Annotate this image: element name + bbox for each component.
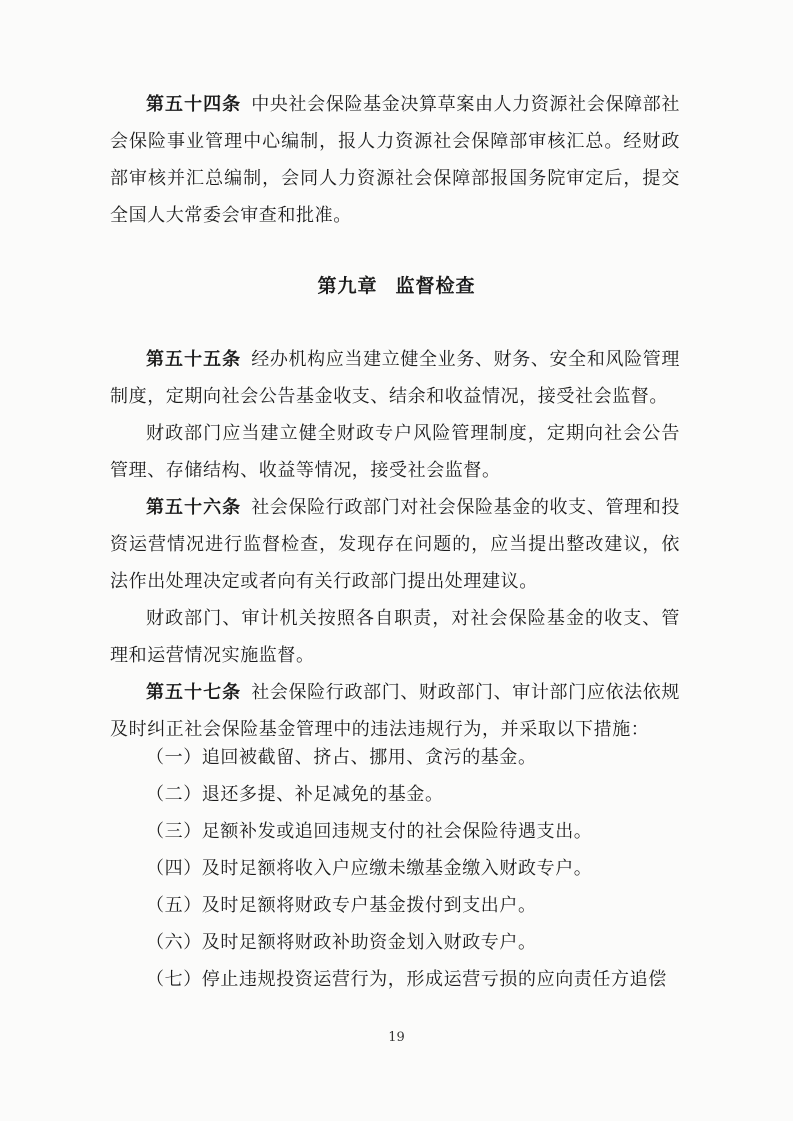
measure-item-4: （四）及时足额将收入户应缴未缴基金缴入财政专户。 bbox=[146, 858, 593, 879]
article-56-paragraph-2: 财政部门、审计机关按照各自职责，对社会保险基金的收支、管理和运营情况实施监督。 bbox=[110, 608, 680, 666]
article-56-text: 社会保险行政部门对社会保险基金的收支、管理和投资运营情况进行监督检查，发现存在问题的，应当提出整改建议，依法作出处理决定或者向有关行政部门提出处理建议。 bbox=[110, 497, 680, 592]
article-54-paragraph bbox=[110, 86, 680, 234]
measure-item-6: （六）及时足额将财政补助资金划入财政专户。 bbox=[146, 932, 537, 953]
measure-item-7: （七）停止违规投资运营行为，形成运营亏损的应向责任方追偿 bbox=[146, 969, 667, 990]
article-57-text: 社会保险行政部门、财政部门、审计部门应依法依规及时纠正社会保险基金管理中的违法违规行为，并采取以下措施： bbox=[110, 682, 680, 740]
chapter-heading bbox=[0, 271, 793, 298]
measure-item-5: （五）及时足额将财政专户基金拨付到支出户。 bbox=[146, 895, 537, 916]
chapter-number: 第九章 bbox=[317, 275, 378, 297]
measure-item-2: （二）退还多提、补足减免的基金。 bbox=[146, 784, 444, 805]
article-55-paragraph-2: 财政部门应当建立健全财政专户风险管理制度，定期向社会公告管理、存储结构、收益等情况，接受社会监督。 bbox=[110, 423, 680, 481]
article-56-paragraph bbox=[110, 489, 680, 600]
article-57-label: 第五十七条 bbox=[146, 682, 242, 703]
article-54-line1: 中央社会保险基金决算草案由人力资源社会保障 bbox=[251, 94, 643, 115]
article-56-label: 第五十六条 bbox=[146, 497, 242, 518]
measure-item-1: （一）追回被截留、挤占、挪用、贪污的基金。 bbox=[146, 747, 537, 768]
article-54-label: 第五十四条 bbox=[146, 94, 242, 115]
article-55-text: 经办机构应当建立健全业务、财务、安全和风险管理制度，定期向社会公告基金收支、结余和收益情况，接受社会监督。 bbox=[110, 349, 680, 407]
article-57-paragraph bbox=[110, 674, 680, 748]
measure-item-3: （三）足额补发或追回违规支付的社会保险待遇支出。 bbox=[146, 821, 593, 842]
article-54-rest: 部社会保险事业管理中心编制，报人力资源社会保障部审核汇总。经财政部审核并汇总编制，会同人力资源社会保障部报国务院审定后，提交全国人大常委会审查和批准。 bbox=[110, 94, 681, 226]
article-55-label: 第五十五条 bbox=[146, 349, 242, 370]
article-55-paragraph bbox=[110, 341, 680, 415]
chapter-title: 监督检查 bbox=[395, 275, 476, 297]
page-number: 19 bbox=[388, 1030, 405, 1045]
